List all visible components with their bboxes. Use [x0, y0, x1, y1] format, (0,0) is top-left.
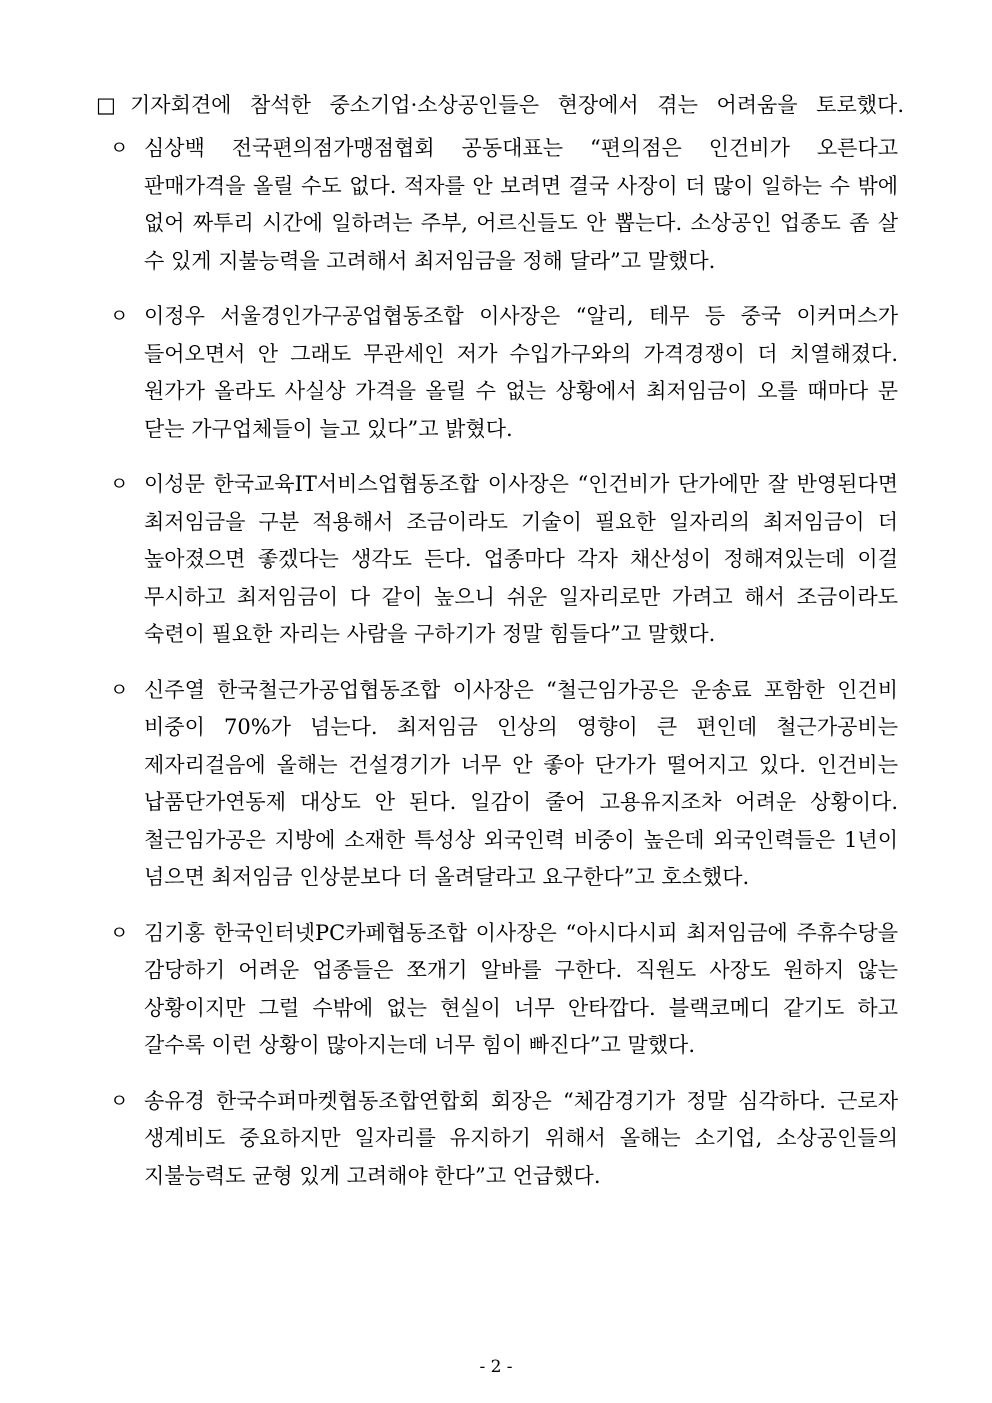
list-item-text: 심상백 전국편의점가맹점협회 공동대표는 “편의점은 인건비가 오른다고 판매가격을 올릴 수도 없다. 적자를 안 보려면 결국 사장이 더 많이 일하는 수 밖에 없어 짜투리 시간에 일하려는 주부, 어르신들도 안 뽑는다. 소상공인 업종도 좀 살 수 있게 지불능력을 고려해서 최저임금을 정해 달라”고 말했다. — [144, 136, 898, 273]
lead-paragraph — [96, 86, 904, 124]
circle-bullet-icon: ㅇ — [110, 305, 129, 327]
list-item — [110, 130, 898, 280]
list-item — [110, 298, 898, 448]
list-item-text: 송유경 한국수퍼마켓협동조합연합회 회장은 “체감경기가 정말 심각하다. 근로자 생계비도 중요하지만 일자리를 유지하기 위해서 올해는 소기업, 소상공인들의 지불능력도 균형 있게 고려해야 한다”고 언급했다. — [144, 1088, 898, 1188]
list-item-text: 김기홍 한국인터넷PC카페협동조합 이사장은 “아시다시피 최저임금에 주휴수당을 감당하기 어려운 업종들은 쪼개기 알바를 구한다. 직원도 사장도 원하지 않는 상황이지만 그럴 수밖에 없는 현실이 너무 안타깝다. 블랙코메디 같기도 하고 갈수록 이런 상황이 많아지는데 너무 힘이 빠진다”고 말했다. — [144, 920, 898, 1057]
circle-bullet-icon: ㅇ — [110, 137, 129, 159]
list-item — [110, 672, 898, 897]
page-number: - 2 - — [479, 1357, 513, 1377]
lead-text: 기자회견에 참석한 중소기업·소상공인들은 현장에서 겪는 어려움을 토로했다. — [130, 93, 904, 117]
list-item-text: 신주열 한국철근가공업협동조합 이사장은 “철근임가공은 운송료 포함한 인건비 비중이 70%가 넘는다. 최저임금 인상의 영향이 큰 편인데 철근가공비는 제자리걸음에 올해는 건설경기가 너무 안 좋아 단가가 떨어지고 있다. 인건비는 납품단가연동제 대상도 안 된다. 일감이 줄어 고용유지조차 어려운 상황이다. 철근임가공은 지방에 소재한 특성상 외국인력 비중이 높은데 외국인력들은 1년이 넘으면 최저임금 인상분보다 더 올려달라고 요구한다”고 호소했다. — [144, 677, 898, 889]
square-bullet-icon: □ — [96, 93, 116, 117]
list-item-text: 이성문 한국교육IT서비스업협동조합 이사장은 “인건비가 단가에만 잘 반영된다면 최저임금을 구분 적용해서 조금이라도 기술이 필요한 일자리의 최저임금이 더 높아졌으면 좋겠다는 생각도 든다. 업종마다 각자 채산성이 정해져있는데 이걸 무시하고 최저임금이 다 같이 높으니 쉬운 일자리로만 가려고 해서 조금이라도 숙련이 필요한 자리는 사람을 구하기가 정말 힘들다”고 말했다. — [144, 472, 898, 646]
circle-bullet-icon: ㅇ — [110, 473, 129, 495]
circle-bullet-icon: ㅇ — [110, 678, 129, 701]
circle-bullet-icon: ㅇ — [110, 921, 129, 944]
list-item — [110, 915, 898, 1065]
quote-list — [110, 130, 898, 1213]
list-item — [110, 1083, 898, 1196]
circle-bullet-icon: ㅇ — [110, 1089, 129, 1112]
list-item — [110, 466, 898, 654]
list-item-text: 이정우 서울경인가구공업협동조합 이사장은 “알리, 테무 등 중국 이커머스가 들어오면서 안 그래도 무관세인 저가 수입가구와의 가격경쟁이 더 치열해졌다. 원가가 올라도 사실상 가격을 올릴 수 없는 상황에서 최저임금이 오를 때마다 문 닫는 가구업체들이 늘고 있다”고 밝혔다. — [144, 304, 898, 441]
